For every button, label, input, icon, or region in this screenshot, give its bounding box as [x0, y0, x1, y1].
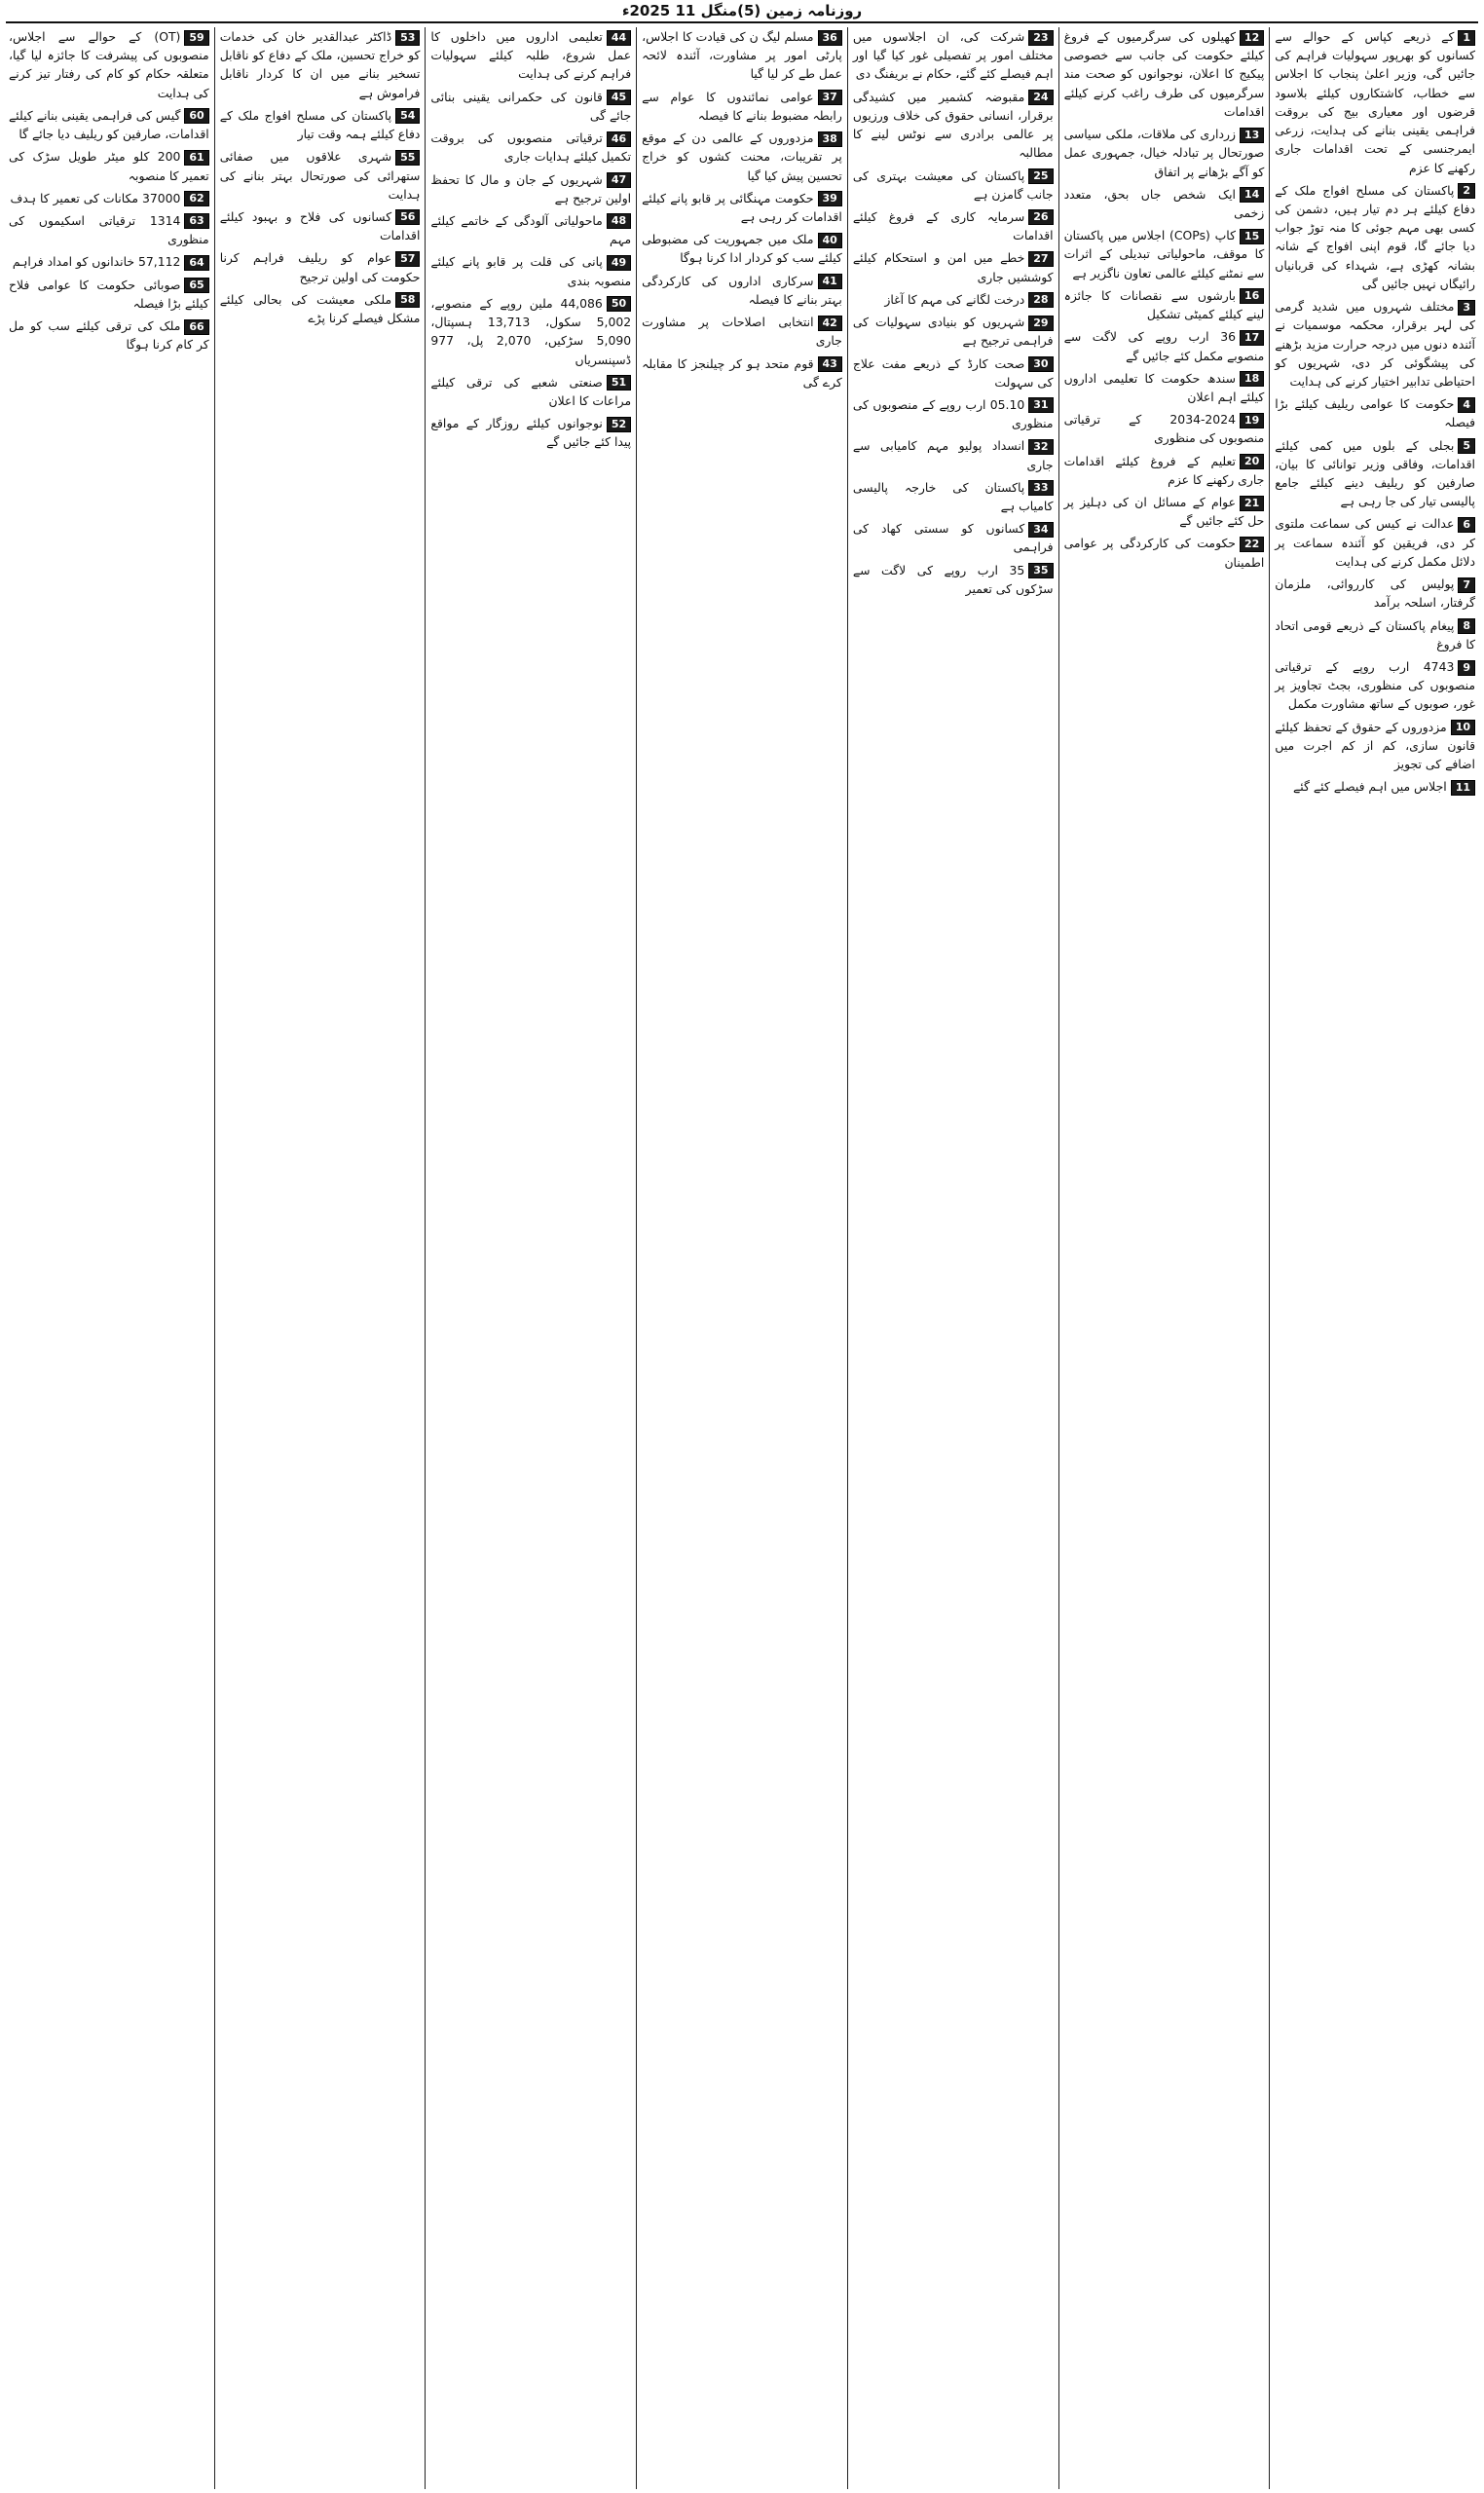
item-number-badge: 41	[818, 274, 842, 289]
item-number-badge: 40	[818, 233, 842, 248]
item-number-badge: 42	[818, 316, 842, 331]
item-text: 37000 مکانات کی تعمیر کا ہدف	[10, 190, 181, 205]
news-item	[1064, 369, 1265, 406]
news-item	[1275, 514, 1475, 571]
item-number-badge: 18	[1240, 371, 1264, 387]
news-item	[1275, 777, 1475, 796]
news-item	[1275, 181, 1475, 293]
item-number-badge: 10	[1451, 720, 1475, 735]
item-text: 05.10 ارب روپے کے منصوبوں کی منظوری	[852, 396, 1054, 431]
news-item	[220, 290, 421, 327]
item-number-badge: 27	[1028, 251, 1053, 267]
item-text: انسداد پولیو مہم کامیابی سے جاری	[852, 438, 1054, 472]
item-number-badge: 3	[1458, 300, 1475, 316]
news-item	[9, 211, 209, 248]
news-column	[4, 27, 214, 2489]
news-item	[9, 316, 209, 353]
item-number-badge: 32	[1028, 439, 1053, 455]
item-number-badge: 20	[1240, 454, 1264, 469]
item-text: 1314 ترقیاتی اسکیموں کی منظوری	[8, 212, 209, 247]
news-column	[847, 27, 1058, 2489]
item-number-badge: 64	[184, 255, 208, 271]
masthead-rule	[6, 21, 1478, 23]
item-number-badge: 29	[1028, 316, 1053, 331]
news-item	[642, 354, 842, 391]
item-text: درخت لگانے کی مہم کا آغاز	[884, 291, 1025, 307]
news-item	[853, 561, 1054, 598]
item-text: عدالت نے کیس کی سماعت ملتوی کر دی، فریقین کو آئندہ سماعت پر دلائل مکمل کرنے کی ہدایت	[1275, 516, 1475, 569]
news-item	[853, 27, 1054, 84]
news-column	[1269, 27, 1480, 2489]
item-number-badge: 33	[1028, 480, 1053, 496]
news-item	[1064, 27, 1265, 121]
item-text: صوبائی حکومت کا عوامی فلاح کیلئے بڑا فیصلہ	[8, 277, 209, 311]
news-item	[1275, 394, 1475, 431]
item-text: پاکستان کی مسلح افواج ملک کے دفاع کیلئے ہمہ وقت تیار	[219, 107, 421, 142]
item-text: مسلم لیگ ن کی قیادت کا اجلاس، پارٹی امور پر مشاورت، آئندہ لائحہ عمل طے کر لیا گیا	[642, 29, 842, 82]
item-text: گیس کی فراہمی یقینی بنانے کیلئے اقدامات، صارفین کو ریلیف دیا جائے گا	[8, 107, 209, 142]
item-text: پانی کی قلت پر قابو پانے کیلئے منصوبہ بندی	[430, 254, 632, 288]
news-item	[220, 207, 421, 244]
news-item	[1064, 534, 1265, 571]
item-number-badge: 21	[1240, 496, 1264, 511]
news-item	[853, 167, 1054, 204]
item-number-badge: 24	[1028, 90, 1053, 105]
item-text: قوم متحد ہو کر چیلنجز کا مقابلہ کرے گی	[642, 355, 842, 390]
news-item	[1275, 27, 1475, 177]
item-number-badge: 39	[818, 191, 842, 206]
item-text: بارشوں سے نقصانات کا جائزہ لینے کیلئے کمیٹی تشکیل	[1063, 287, 1265, 322]
item-text: ملکی معیشت کی بحالی کیلئے مشکل فیصلے کرنا پڑے	[219, 291, 421, 326]
item-text: شرکت کی، ان اجلاسوں میں مختلف امور پر تفصیلی غور کیا گیا اور اہم فیصلے کئے گئے، حکام نے بریفنگ دی	[852, 29, 1054, 82]
item-number-badge: 45	[607, 90, 631, 105]
item-text: ملک کی ترقی کیلئے سب کو مل کر کام کرنا ہوگا	[8, 318, 209, 353]
item-number-badge: 59	[184, 30, 208, 46]
news-item	[430, 88, 631, 125]
news-item	[220, 248, 421, 285]
item-text: شہریوں کے جان و مال کا تحفظ اولین ترجیح ہے	[430, 171, 632, 205]
item-number-badge: 23	[1028, 30, 1053, 46]
news-item	[642, 272, 842, 309]
item-number-badge: 43	[818, 356, 842, 372]
item-text: پیغام پاکستان کے ذریعے قومی اتحاد کا فروغ	[1275, 617, 1475, 651]
news-item	[853, 395, 1054, 432]
item-number-badge: 55	[395, 150, 420, 166]
item-number-badge: 60	[184, 108, 208, 124]
item-text: تعلیمی اداروں میں داخلوں کا عمل شروع، طلبہ کیلئے سہولیات فراہم کرنے کی ہدایت	[430, 29, 632, 82]
news-column	[1058, 27, 1270, 2489]
item-number-badge: 30	[1028, 356, 1053, 372]
item-number-badge: 61	[184, 150, 208, 166]
item-text: ڈاکٹر عبدالقدیر خان کی خدمات کو خراج تحسین، ملک کے دفاع کو ناقابل تسخیر بنانے میں ان کا کردار ناقابل فراموش ہے	[219, 29, 421, 100]
item-text: پاکستان کی خارجہ پالیسی کامیاب ہے	[852, 479, 1054, 514]
news-item	[430, 294, 631, 369]
news-item	[430, 211, 631, 248]
news-item	[430, 373, 631, 410]
item-number-badge: 15	[1240, 229, 1264, 244]
item-number-badge: 2	[1458, 183, 1475, 199]
news-item	[430, 27, 631, 84]
item-text: (OT) کے حوالے سے اجلاس، منصوبوں کی پیشرفت کا جائزہ لیا گیا، متعلقہ حکام کو کام کی رفتار تیز کرنے کی ہدایت	[8, 29, 209, 100]
item-number-badge: 16	[1240, 288, 1264, 304]
news-item	[9, 106, 209, 143]
item-number-badge: 25	[1028, 168, 1053, 184]
item-text: ایک شخص جاں بحق، متعدد زخمی	[1063, 186, 1265, 220]
item-number-badge: 54	[395, 108, 420, 124]
item-text: پاکستان کی معیشت بہتری کی جانب گامزن ہے	[852, 167, 1054, 202]
news-item	[853, 313, 1054, 350]
news-item	[1064, 286, 1265, 323]
item-number-badge: 49	[607, 255, 631, 271]
item-text: سرمایہ کاری کے فروغ کیلئے اقدامات	[852, 208, 1054, 243]
item-text: کے ذریعے کپاس کے حوالے سے کسانوں کو بھرپور سہولیات فراہم کی جائیں گی، وزیر اعلیٰ پنجاب کا اجلاس سے خطاب، کاشتکاروں کیلئے بلاسود قرضوں اور معیاری بیج کی بروقت فراہمی یقینی بنانے کی ہدایت، زرعی ایمرجنسی کے تحت اقدامات جاری رکھنے کا عزم	[1275, 29, 1475, 175]
item-number-badge: 4	[1458, 397, 1475, 413]
news-column	[425, 27, 636, 2489]
item-text: کسانوں کی فلاح و بہبود کیلئے اقدامات	[219, 208, 421, 243]
item-number-badge: 12	[1240, 30, 1264, 46]
item-text: پاکستان کی مسلح افواج ملک کے دفاع کیلئے ہر دم تیار ہیں، دشمن کی کسی بھی مہم جوئی کا منہ توڑ جواب دیا جائے گا، قوم اپنی افواج کے شانہ بشانہ کھڑی ہے، شہداء کی قربانیاں رائیگاں نہیں جائیں گی	[1275, 182, 1475, 291]
item-number-badge: 31	[1028, 397, 1053, 413]
news-item	[642, 27, 842, 84]
item-number-badge: 63	[184, 213, 208, 229]
item-number-badge: 22	[1240, 537, 1264, 552]
item-text: حکومت کا عوامی ریلیف کیلئے بڑا فیصلہ	[1275, 396, 1475, 430]
news-item	[853, 290, 1054, 309]
item-number-badge: 11	[1451, 780, 1475, 796]
news-item	[1275, 657, 1475, 714]
item-text: بجلی کے بلوں میں کمی کیلئے اقدامات، وفاقی وزیر توانائی کا بیان، صارفین کو ریلیف دینے کیلئے جامع پالیسی تیار کی جا رہی ہے	[1275, 437, 1475, 509]
item-text: عوامی نمائندوں کا عوام سے رابطہ مضبوط بنانے کا فیصلہ	[642, 89, 842, 123]
item-text: مزدوروں کے عالمی دن کے موقع پر تقریبات، محنت کشوں کو خراج تحسین پیش کیا گیا	[642, 130, 842, 183]
news-item	[9, 27, 209, 102]
item-text: کسانوں کو سستی کھاد کی فراہمی	[852, 521, 1054, 555]
item-number-badge: 65	[184, 278, 208, 293]
news-item	[642, 88, 842, 125]
item-number-badge: 5	[1458, 438, 1475, 454]
item-number-badge: 17	[1240, 330, 1264, 346]
item-text: کاپ (COPs) اجلاس میں پاکستان کا موقف، ماحولیاتی تبدیلی کے اثرات سے نمٹنے کیلئے عالمی تعاون ناگزیر ہے	[1063, 228, 1265, 280]
item-number-badge: 66	[184, 319, 208, 335]
news-item	[853, 207, 1054, 244]
item-number-badge: 52	[607, 417, 631, 432]
news-item	[642, 230, 842, 267]
item-text: 36 ارب روپے کی لاگت سے منصوبے مکمل کئے جائیں گے	[1063, 329, 1265, 363]
item-number-badge: 46	[607, 131, 631, 147]
news-item	[642, 189, 842, 226]
news-item	[853, 354, 1054, 391]
item-text: عوام کے مسائل ان کی دہلیز پر حل کئے جائیں گے	[1063, 495, 1265, 529]
item-text: صنعتی شعبے کی ترقی کیلئے مراعات کا اعلان	[430, 374, 632, 408]
news-item	[9, 276, 209, 313]
news-item	[1064, 185, 1265, 222]
item-number-badge: 26	[1028, 209, 1053, 225]
news-item	[1064, 493, 1265, 530]
news-column	[636, 27, 847, 2489]
item-text: کھیلوں کی سرگرمیوں کے فروغ کیلئے حکومت کی جانب سے خصوصی پیکیج کا اعلان، نوجوانوں کو صحت مند سرگرمیوں کی طرف راغب کرنے کیلئے اقدامات	[1063, 29, 1265, 119]
news-item	[220, 106, 421, 143]
item-text: مقبوضہ کشمیر میں کشیدگی برقرار، انسانی حقوق کی خلاف ورزیوں پر عالمی برادری سے نوٹس لینے کا مطالبہ	[852, 89, 1054, 161]
item-text: 4743 ارب روپے کے ترقیاتی منصوبوں کی منظوری، بجٹ تجاویز پر غور، صوبوں کے ساتھ مشاورت مکمل	[1275, 659, 1475, 712]
news-item	[1275, 297, 1475, 391]
item-text: 57,112 خاندانوں کو امداد فراہم	[12, 254, 181, 270]
news-item	[853, 248, 1054, 285]
item-text: شہری علاقوں میں صفائی ستھرائی کی صورتحال بہتر بنانے کی ہدایت	[219, 149, 421, 202]
masthead-date-line: روزنامہ زمین (5)منگل 11 2025ء	[621, 2, 863, 19]
item-text: مزدوروں کے حقوق کے تحفظ کیلئے قانون سازی، کم از کم اجرت میں اضافے کی تجویز	[1275, 719, 1475, 772]
item-text: نوجوانوں کیلئے روزگار کے مواقع پیدا کئے جائیں گے	[430, 416, 632, 450]
news-item	[430, 252, 631, 289]
item-number-badge: 1	[1458, 30, 1475, 46]
item-number-badge: 7	[1458, 577, 1475, 593]
news-item	[1275, 616, 1475, 653]
news-item	[9, 189, 209, 207]
columns-container	[4, 27, 1480, 2489]
item-number-badge: 44	[607, 30, 631, 46]
news-item	[853, 436, 1054, 473]
item-text: خطے میں امن و استحکام کیلئے کوششیں جاری	[852, 250, 1054, 284]
item-text: حکومت مہنگائی پر قابو پانے کیلئے اقدامات کر رہی ہے	[642, 190, 842, 224]
news-item	[1275, 718, 1475, 774]
news-item	[220, 147, 421, 204]
item-number-badge: 19	[1240, 413, 1264, 428]
item-number-badge: 57	[395, 251, 420, 267]
item-number-badge: 62	[184, 191, 208, 206]
news-item	[1275, 575, 1475, 612]
item-number-badge: 6	[1458, 517, 1475, 533]
item-number-badge: 38	[818, 131, 842, 147]
item-number-badge: 47	[607, 172, 631, 188]
news-item	[1064, 327, 1265, 364]
news-item	[642, 313, 842, 350]
news-item	[1275, 436, 1475, 511]
item-number-badge: 53	[395, 30, 420, 46]
news-item	[1064, 226, 1265, 282]
item-number-badge: 9	[1458, 660, 1475, 676]
item-text: ماحولیاتی آلودگی کے خاتمے کیلئے مہم	[430, 212, 632, 247]
news-column	[214, 27, 426, 2489]
item-number-badge: 48	[607, 213, 631, 229]
news-item	[853, 519, 1054, 556]
item-text: 2034-2024 کے ترقیاتی منصوبوں کی منظوری	[1063, 412, 1265, 446]
item-number-badge: 50	[607, 296, 631, 312]
item-number-badge: 8	[1458, 618, 1475, 634]
item-number-badge: 51	[607, 375, 631, 391]
item-text: عوام کو ریلیف فراہم کرنا حکومت کی اولین ترجیح	[219, 250, 421, 284]
news-item	[853, 88, 1054, 163]
item-number-badge: 58	[395, 292, 420, 308]
item-number-badge: 13	[1240, 128, 1264, 143]
news-item	[430, 129, 631, 166]
item-number-badge: 14	[1240, 187, 1264, 203]
news-item	[9, 252, 209, 271]
item-text: سندھ حکومت کا تعلیمی اداروں کیلئے اہم اعلان	[1063, 370, 1265, 404]
item-text: انتخابی اصلاحات پر مشاورت جاری	[642, 315, 842, 349]
news-item	[430, 170, 631, 207]
item-number-badge: 35	[1028, 563, 1053, 578]
item-number-badge: 34	[1028, 522, 1053, 538]
item-number-badge: 37	[818, 90, 842, 105]
item-text: مختلف شہروں میں شدید گرمی کی لہر برقرار، محکمہ موسمیات نے آئندہ دنوں میں درجہ حرارت مزید بڑھنے کی پیشگوئی کر دی، شہریوں کو احتیاطی تدابیر اختیار کرنے کی ہدایت	[1275, 299, 1475, 389]
news-item	[1064, 410, 1265, 447]
item-text: صحت کارڈ کے ذریعے مفت علاج کی سہولت	[852, 355, 1054, 390]
news-item	[430, 414, 631, 451]
news-item	[642, 129, 842, 185]
item-text: سرکاری اداروں کی کارکردگی بہتر بنانے کا فیصلہ	[642, 273, 842, 307]
news-item	[1064, 452, 1265, 489]
item-text: 44,086 ملین روپے کے منصوبے، 5,002 سکول، 13,713 ہسپتال، 5,090 سڑکیں، 2,070 پل، 977 ڈسپنسریاں	[430, 295, 632, 367]
news-item	[9, 147, 209, 184]
item-text: اجلاس میں اہم فیصلے کئے گئے	[1293, 779, 1447, 795]
item-text: 200 کلو میٹر طویل سڑک کی تعمیر کا منصوبہ	[8, 149, 209, 183]
item-text: شہریوں کو بنیادی سہولیات کی فراہمی ترجیح ہے	[852, 315, 1054, 349]
item-number-badge: 56	[395, 209, 420, 225]
item-text: تعلیم کے فروغ کیلئے اقدامات جاری رکھنے کا عزم	[1063, 453, 1265, 487]
news-item	[1064, 125, 1265, 181]
item-text: زرداری کی ملاقات، ملکی سیاسی صورتحال پر تبادلہ خیال، جمہوری عمل کو آگے بڑھانے پر اتفاق	[1063, 127, 1265, 179]
item-text: ملک میں جمہوریت کی مضبوطی کیلئے سب کو کردار ادا کرنا ہوگا	[642, 232, 842, 266]
item-text: 35 ارب روپے کی لاگت سے سڑکوں کی تعمیر	[852, 562, 1054, 596]
item-text: ترقیاتی منصوبوں کی بروقت تکمیل کیلئے ہدایات جاری	[430, 130, 632, 165]
item-number-badge: 36	[818, 30, 842, 46]
news-item	[853, 478, 1054, 515]
item-text: پولیس کی کارروائی، ملزمان گرفتار، اسلحہ برآمد	[1275, 577, 1475, 611]
item-text: قانون کی حکمرانی یقینی بنائی جائے گی	[430, 89, 632, 123]
item-text: حکومت کی کارکردگی پر عوامی اطمینان	[1063, 536, 1265, 570]
news-item	[220, 27, 421, 102]
item-number-badge: 28	[1028, 292, 1053, 308]
